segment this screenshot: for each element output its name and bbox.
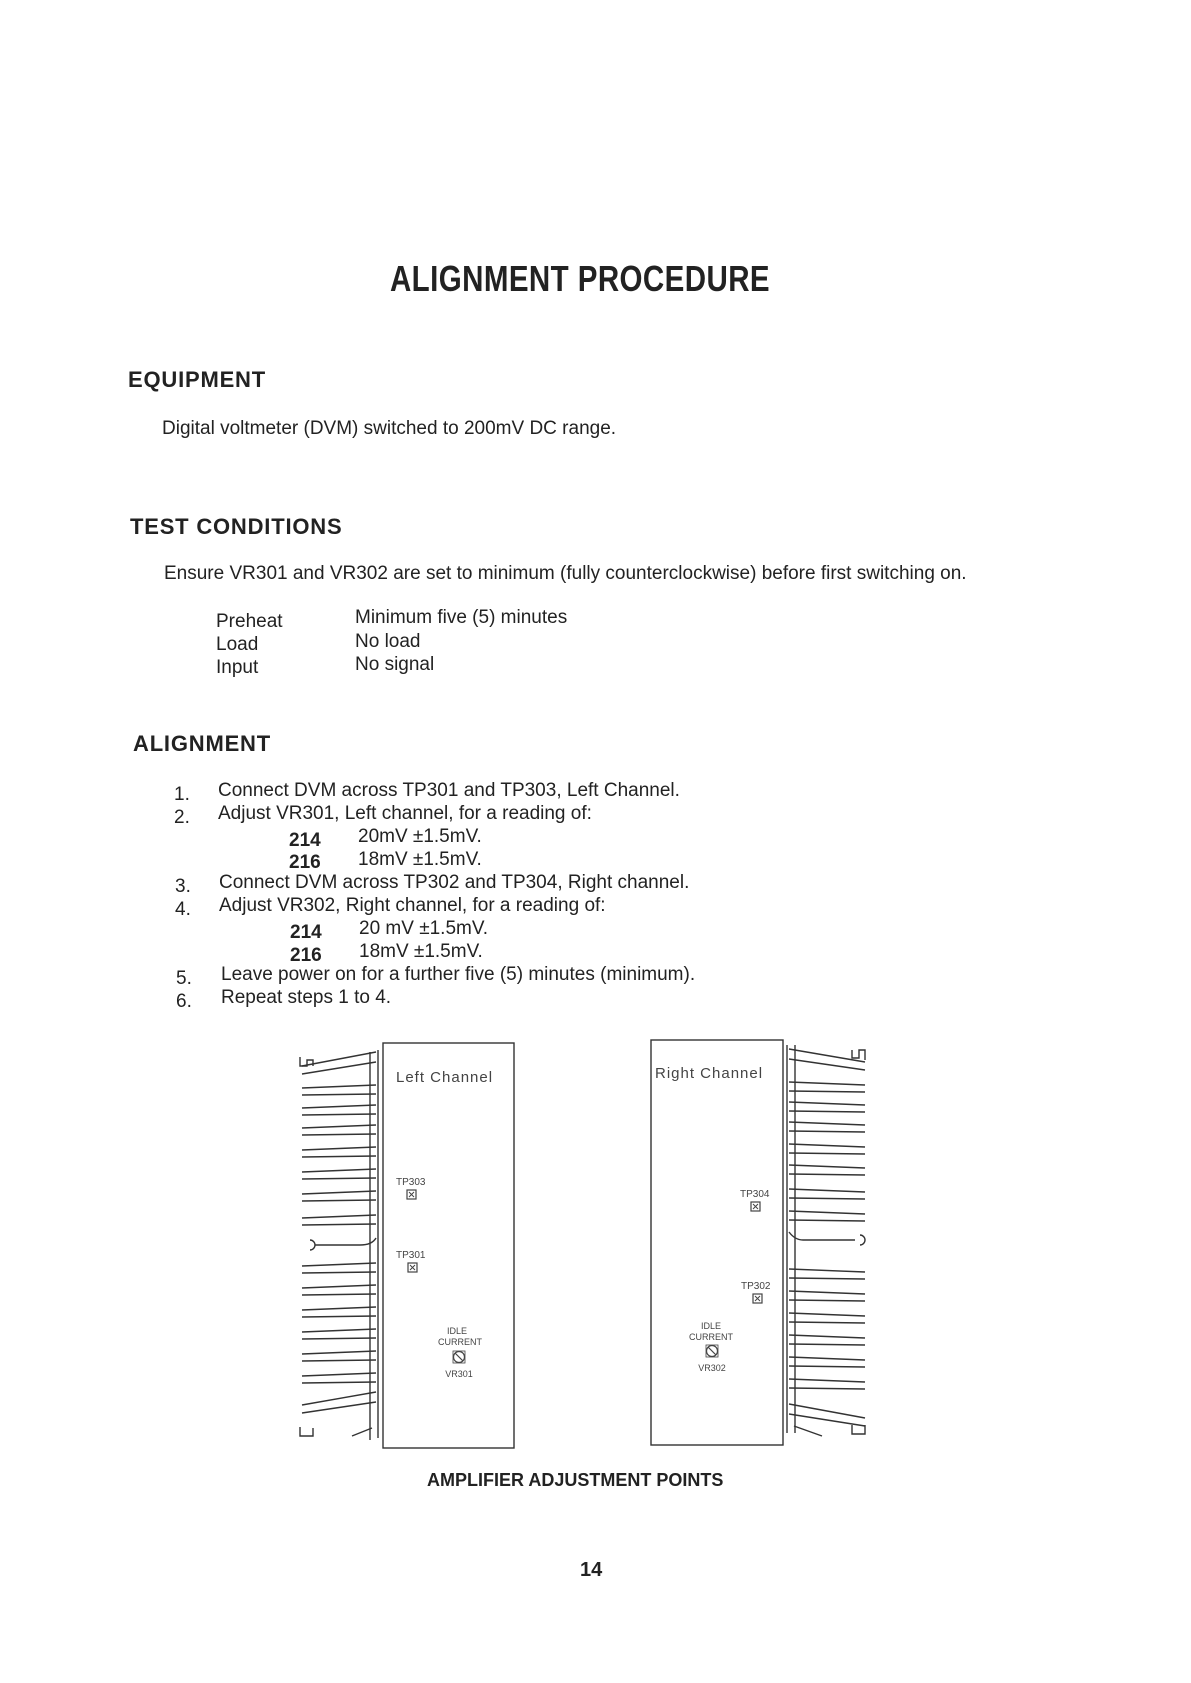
left-current-label: CURRENT <box>438 1337 482 1347</box>
heatsink-fin <box>789 1366 865 1367</box>
left-tp-b-label: TP301 <box>396 1250 426 1261</box>
heatsink-fin <box>789 1082 865 1085</box>
right-tp-a-label: TP304 <box>740 1189 770 1200</box>
test-conditions-heading: TEST CONDITIONS <box>130 514 343 539</box>
equipment-text: Digital voltmeter (DVM) switched to 200mV DC range. <box>162 418 617 439</box>
heatsink-fin <box>789 1335 865 1338</box>
heatsink-fin <box>789 1165 865 1168</box>
heatsink-fin <box>302 1373 376 1376</box>
heatsink-fin <box>302 1285 376 1288</box>
heatsink-fin <box>302 1338 376 1339</box>
heatsink-fin <box>302 1114 376 1115</box>
heatsink-fin <box>302 1094 376 1095</box>
heatsink-fin <box>789 1102 865 1105</box>
heatsink-fin <box>302 1263 376 1266</box>
heatsink-fin <box>302 1105 376 1108</box>
heatsink-fin <box>302 1147 376 1150</box>
test-point-icon <box>751 1202 760 1211</box>
step-text: Adjust VR301, Left channel, for a reading of: <box>218 803 592 824</box>
heatsink-fin <box>302 1360 376 1361</box>
heatsink-fin <box>789 1300 865 1301</box>
heatsink-fin <box>302 1382 376 1383</box>
test-point-icon <box>408 1263 417 1272</box>
right-channel-board <box>651 1040 783 1445</box>
heatsink-fin <box>789 1174 865 1175</box>
left-channel-board <box>383 1043 514 1448</box>
heatsink-fin <box>302 1307 376 1310</box>
step-text: Repeat steps 1 to 4. <box>221 987 392 1008</box>
model-number: 214 <box>289 830 321 851</box>
heatsink-fin <box>302 1215 376 1218</box>
heatsink-fin <box>789 1198 865 1199</box>
heatsink-fin <box>789 1131 865 1132</box>
heatsink-fin <box>789 1379 865 1382</box>
heatsink-fin <box>789 1357 865 1360</box>
page-title: ALIGNMENT PROCEDURE <box>389 258 771 299</box>
step-number: 5. <box>176 968 192 989</box>
heatsink-fin <box>302 1178 376 1179</box>
step-text: Connect DVM across TP302 and TP304, Right channel. <box>219 872 690 893</box>
reading-value: 18mV ±1.5mV. <box>359 941 483 962</box>
heatsink-fin <box>789 1388 865 1389</box>
alignment-heading: ALIGNMENT <box>133 731 271 756</box>
reading-value: 18mV ±1.5mV. <box>358 849 482 870</box>
step-number: 1. <box>174 784 190 805</box>
condition-label: Input <box>216 657 259 678</box>
heatsink-fin <box>789 1091 865 1092</box>
heatsink-fin <box>789 1122 865 1125</box>
heatsink-fin <box>302 1169 376 1172</box>
condition-label: Load <box>216 634 259 655</box>
heatsink-fin <box>302 1272 376 1273</box>
heatsink-fin <box>302 1329 376 1332</box>
step-text: Connect DVM across TP301 and TP303, Left Channel. <box>218 780 680 801</box>
step-text: Leave power on for a further five (5) minutes (minimum). <box>221 964 696 985</box>
right-idle-label: IDLE <box>700 1321 722 1331</box>
right-vr-label: VR302 <box>698 1363 726 1373</box>
left-vr-label: VR301 <box>445 1369 473 1379</box>
heatsink-fin <box>302 1316 376 1317</box>
test-conditions-intro: Ensure VR301 and VR302 are set to minimum (fully counterclockwise) before first switching on. <box>164 563 967 584</box>
condition-label: Preheat <box>216 611 283 632</box>
heatsink-fin <box>789 1220 865 1221</box>
heatsink-fin <box>302 1191 376 1194</box>
potentiometer-icon <box>453 1351 465 1363</box>
heatsink-fin <box>302 1085 376 1088</box>
heatsink-fin <box>302 1294 376 1295</box>
heatsink-fin <box>789 1291 865 1294</box>
heatsink-foot <box>852 1050 865 1060</box>
condition-value: No signal <box>355 654 435 675</box>
condition-value: No load <box>355 631 421 652</box>
heatsink-fin <box>789 1144 865 1147</box>
page-number: 14 <box>580 1559 603 1581</box>
heatsink-fin <box>794 1426 822 1436</box>
left-idle-label: IDLE <box>446 1326 468 1336</box>
mounting-bracket <box>789 1232 865 1245</box>
left-channel-label: Left Channel <box>396 1069 494 1086</box>
right-current-label: CURRENT <box>689 1332 733 1342</box>
heatsink-fin <box>789 1189 865 1192</box>
right-heatsink <box>787 1045 865 1436</box>
condition-value: Minimum five (5) minutes <box>355 607 568 628</box>
equipment-heading: EQUIPMENT <box>128 367 266 392</box>
heatsink-fin <box>302 1351 376 1354</box>
heatsink-fin <box>302 1224 376 1225</box>
step-text: Adjust VR302, Right channel, for a reading of: <box>219 895 606 916</box>
left-heatsink <box>300 1050 378 1440</box>
heatsink-fin <box>789 1278 865 1279</box>
test-point-icon <box>407 1190 416 1199</box>
heatsink-fin <box>302 1134 376 1135</box>
heatsink-fin <box>789 1322 865 1323</box>
heatsink-fin <box>789 1153 865 1154</box>
heatsink-fin <box>302 1125 376 1128</box>
heatsink-fin <box>789 1344 865 1345</box>
model-number: 214 <box>290 922 322 943</box>
mounting-bracket <box>310 1238 376 1250</box>
heatsink-foot <box>300 1427 313 1436</box>
model-number: 216 <box>289 852 321 873</box>
step-number: 2. <box>174 807 190 828</box>
heatsink-fin <box>789 1313 865 1316</box>
heatsink-fin <box>302 1200 376 1201</box>
test-point-icon <box>753 1294 762 1303</box>
right-tp-b-label: TP302 <box>741 1281 771 1292</box>
reading-value: 20mV ±1.5mV. <box>358 826 482 847</box>
step-number: 6. <box>176 991 192 1012</box>
heatsink-fin <box>302 1156 376 1157</box>
diagram-caption: AMPLIFIER ADJUSTMENT POINTS <box>427 1470 724 1490</box>
heatsink-fin <box>352 1428 372 1436</box>
step-number: 4. <box>175 899 191 920</box>
reading-value: 20 mV ±1.5mV. <box>359 918 489 939</box>
right-channel-label: Right Channel <box>655 1065 764 1082</box>
left-tp-a-label: TP303 <box>396 1177 426 1188</box>
potentiometer-icon <box>706 1345 718 1357</box>
heatsink-fin <box>789 1211 865 1214</box>
step-number: 3. <box>175 876 191 897</box>
heatsink-fin <box>789 1111 865 1112</box>
model-number: 216 <box>290 945 322 966</box>
heatsink-fin <box>789 1269 865 1272</box>
